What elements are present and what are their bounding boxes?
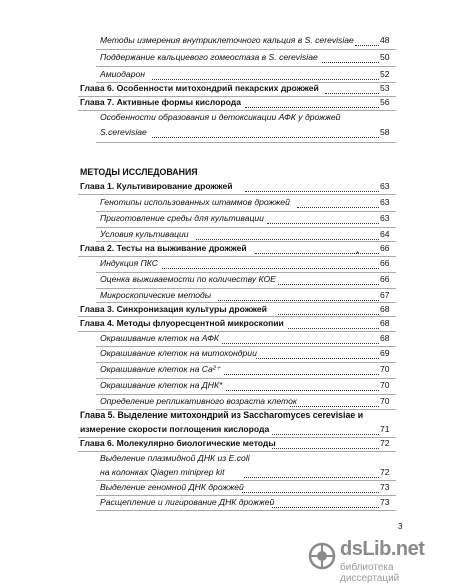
toc-entry[interactable]: Глава 4. Методы флуоресцентной микроскопии bbox=[80, 318, 284, 328]
watermark-subtitle: библиотека диссертаций bbox=[340, 562, 400, 584]
toc-entry[interactable]: Выделение плазмидной ДНК из E.coli bbox=[100, 453, 250, 463]
asterisk-mark: * bbox=[356, 250, 360, 259]
toc-page-number: 72 bbox=[380, 467, 390, 477]
toc-entry[interactable]: Расщепление и лигирование ДНК дрожжей bbox=[100, 497, 275, 507]
toc-page-number: 66 bbox=[380, 243, 390, 253]
toc-page-number: 67 bbox=[380, 290, 390, 300]
toc-page-number: 72 bbox=[380, 438, 390, 448]
toc-entry[interactable]: Глава 2. Тесты на выживание дрожжей bbox=[80, 243, 247, 253]
toc-entry-continuation: S.cerevisiae bbox=[100, 127, 147, 137]
toc-entry[interactable]: Глава 5. Выделение митохондрий из Saccharomyces cerevisiae и bbox=[80, 410, 364, 420]
section-title: МЕТОДЫ ИССЛЕДОВАНИЯ bbox=[80, 167, 198, 177]
toc-page-number: 73 bbox=[380, 482, 390, 492]
toc-entry[interactable]: Амиодарон bbox=[100, 69, 145, 79]
toc-page-number: 70 bbox=[380, 396, 390, 406]
toc-entry[interactable]: Определение репликативного возраста клеток bbox=[100, 396, 297, 406]
toc-entry[interactable]: Микроскопические методы bbox=[100, 290, 212, 300]
toc-page-number: 70 bbox=[380, 364, 390, 374]
toc-page-number: 68 bbox=[380, 304, 390, 314]
toc-entry[interactable]: Глава 7. Активные формы кислорода bbox=[80, 97, 242, 107]
toc-page-number: 68 bbox=[380, 333, 390, 343]
toc-page-number: 71 bbox=[380, 424, 390, 434]
toc-entry[interactable]: Выделение геномной ДНК дрожжей bbox=[100, 482, 244, 492]
toc-page-number: 66 bbox=[380, 274, 390, 284]
toc-entry[interactable]: Поддержание кальциевого гомеостаза в S. cerevisiae bbox=[100, 52, 318, 62]
toc-page-number: 68 bbox=[380, 318, 390, 328]
toc-page-number: 64 bbox=[380, 229, 390, 239]
dslib-logo-icon bbox=[308, 542, 336, 570]
toc-page-number: 56 bbox=[380, 97, 390, 107]
toc-entry[interactable]: Генотипы использованных штаммов дрожжей bbox=[100, 197, 290, 207]
toc-page-number: 73 bbox=[380, 497, 390, 507]
watermark[interactable] bbox=[308, 536, 448, 584]
toc-page-number: 69 bbox=[380, 348, 390, 358]
toc-entry[interactable]: Приготовление среды для культивации bbox=[100, 213, 264, 223]
toc-entry[interactable]: Окрашивание клеток на Ca²⁺ bbox=[100, 364, 221, 374]
toc-page-number: 70 bbox=[380, 380, 390, 390]
toc-entry-continuation: на колонках Qiagen miniprep kit bbox=[100, 467, 225, 477]
toc-entry[interactable]: Окрашивание клеток на ДНК* bbox=[100, 380, 223, 390]
toc-entry[interactable]: Глава 1. Культивирование дрожжей bbox=[80, 181, 233, 191]
toc-page-number: 53 bbox=[380, 83, 390, 93]
page-number: 3 bbox=[398, 522, 403, 531]
toc-entry[interactable]: Окрашивание клеток на АФК bbox=[100, 333, 219, 343]
toc-entry[interactable]: Глава 6. Особенности митохондрий пекарских дрожжей bbox=[80, 83, 319, 93]
toc-page-number: 50 bbox=[380, 52, 390, 62]
toc-page-number: 63 bbox=[380, 197, 390, 207]
toc-entry[interactable]: Окрашивание клеток на митохондрии bbox=[100, 348, 257, 358]
toc-page-number: 63 bbox=[380, 181, 390, 191]
toc-page-number: 58 bbox=[380, 127, 390, 137]
toc-entry[interactable]: Методы измерения внутриклеточного кальция в S. cerevisiae bbox=[100, 35, 354, 45]
toc-entry[interactable]: Глава 3. Синхронизация культуры дрожжей bbox=[80, 304, 267, 314]
toc-entry[interactable]: Глава 6. Молекулярно биологические методы bbox=[80, 438, 276, 448]
toc-page-number: 48 bbox=[380, 35, 390, 45]
toc-entry[interactable]: Условия культивации bbox=[100, 229, 189, 239]
toc-page-number: 66 bbox=[380, 258, 390, 268]
watermark-logo: dsLib.net bbox=[340, 538, 425, 560]
toc-page-number: 63 bbox=[380, 213, 390, 223]
toc-page-number: 52 bbox=[380, 69, 390, 79]
toc-entry-continuation: измерение скорости поглощения кислорода bbox=[80, 424, 270, 434]
toc-entry[interactable]: Индукция ПКС bbox=[100, 258, 158, 268]
toc-entry[interactable]: Оценка выживаемости по количеству КОЕ bbox=[100, 274, 276, 284]
toc-entry[interactable]: Особенности образования и детоксикации АФК у дрожжей bbox=[100, 112, 341, 122]
